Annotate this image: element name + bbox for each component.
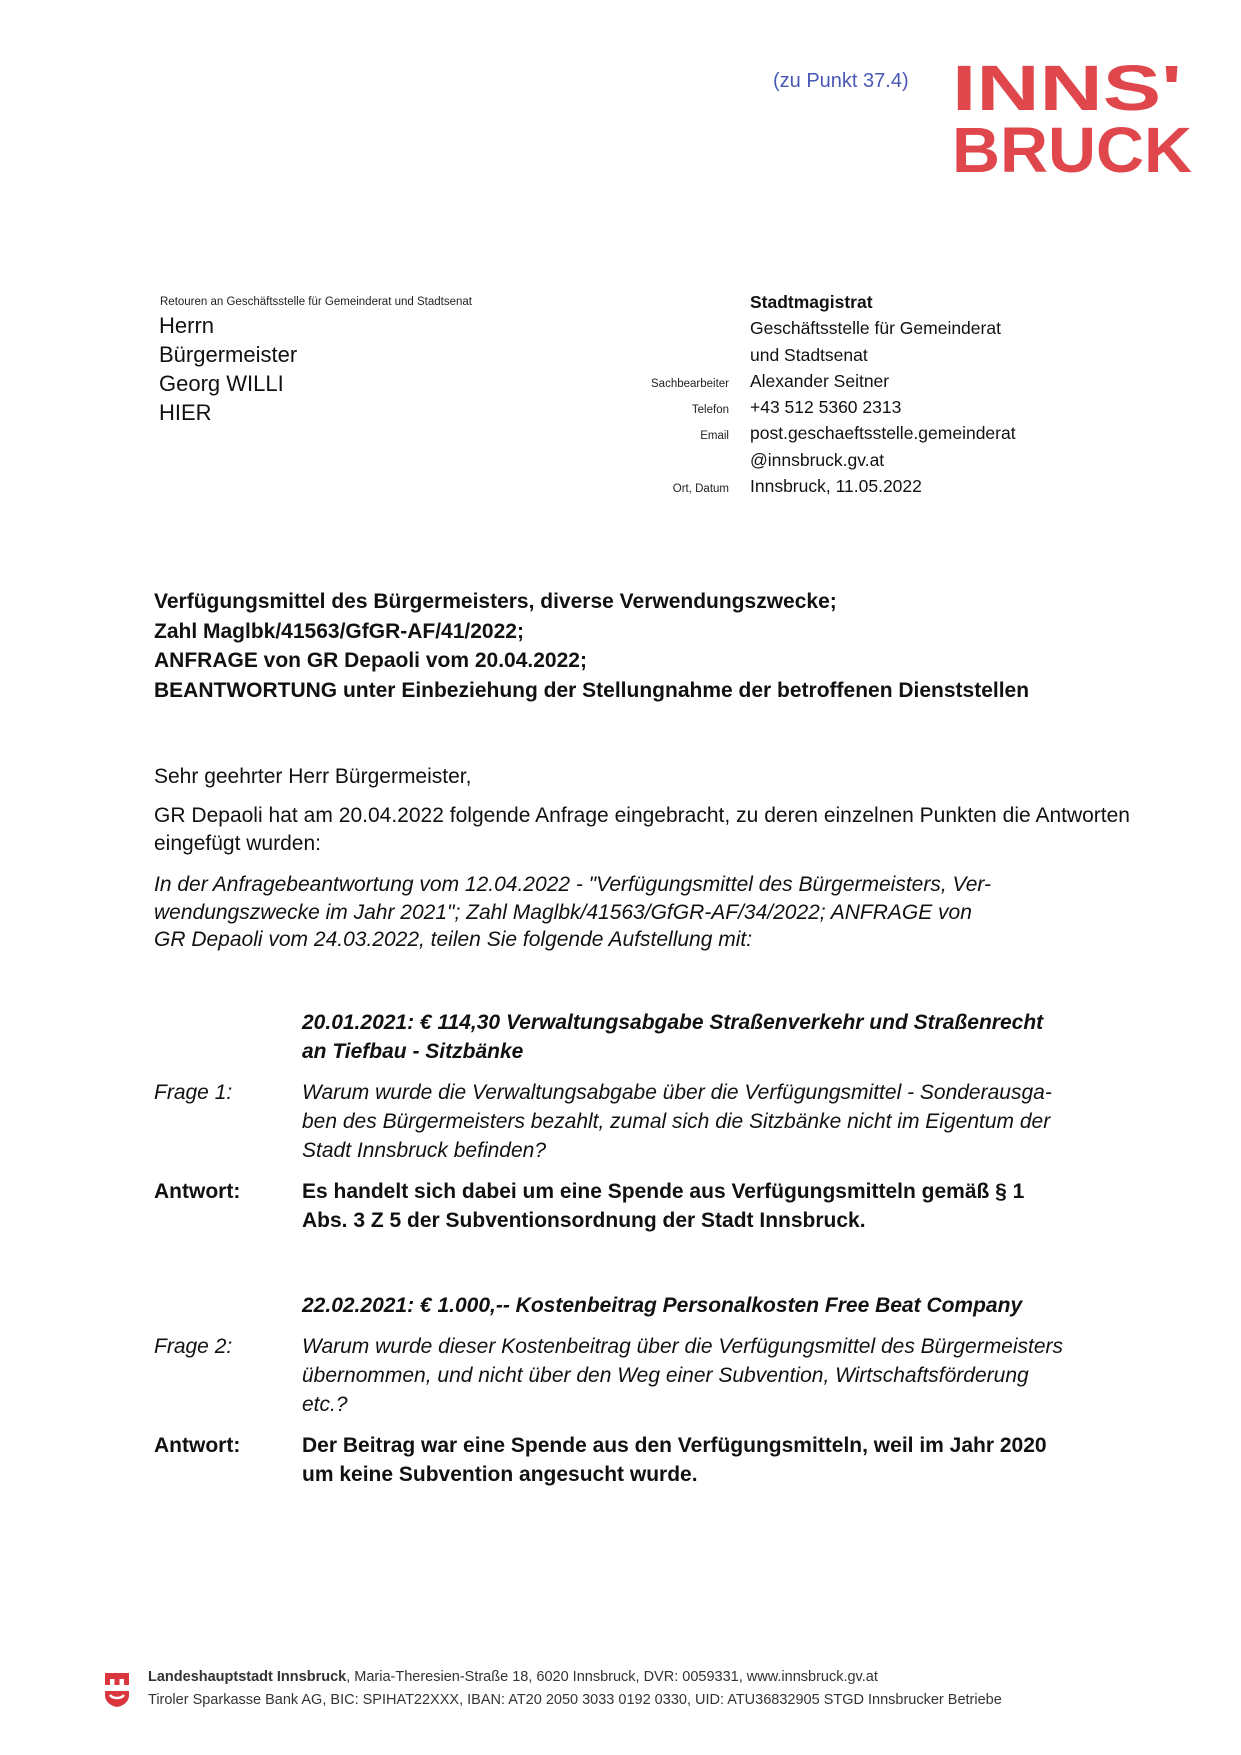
answer-line: Es handelt sich dabei um eine Spende aus Verfügungsmitteln gemäß § 1 <box>302 1180 1025 1203</box>
recipient-address <box>159 311 297 427</box>
recipient-line: Georg WILLI <box>159 371 284 396</box>
answer-line: um keine Subvention angesucht wurde. <box>302 1463 698 1486</box>
return-address-line: Retouren an Geschäftsstelle für Gemeinderat und Stadtsenat <box>160 296 472 308</box>
question-line: etc.? <box>302 1393 348 1416</box>
answer-line: Abs. 3 Z 5 der Subventionsordnung der Stadt Innsbruck. <box>302 1209 866 1232</box>
email-label: Email <box>700 430 729 443</box>
item-heading-line: 22.02.2021: € 1.000,-- Kostenbeitrag Personalkosten Free Beat Company <box>302 1294 1023 1317</box>
sender-dept-line: Geschäftsstelle für Gemeinderat <box>750 318 1001 339</box>
subject-line: Verfügungsmittel des Bürgermeisters, diverse Verwendungszwecke; <box>154 590 837 613</box>
question-line: ben des Bürgermeisters bezahlt, zumal sich die Sitzbänke nicht im Eigentum der <box>302 1110 1051 1133</box>
item-heading-line: 20.01.2021: € 114,30 Verwaltungsabgabe Straßenverkehr und Straßenrecht <box>302 1011 1044 1034</box>
sender-dept-line: und Stadtsenat <box>750 344 868 365</box>
question-text <box>302 1332 1142 1419</box>
logo-line-1: INNS' <box>952 58 1182 124</box>
intro-paragraph: GR Depaoli hat am 20.04.2022 folgende Anfrage eingebracht, zu deren einzelnen Punkten die Antworten eingefügt wurden: <box>154 804 1130 855</box>
logo-line-2: BRUCK <box>952 114 1192 176</box>
recipient-line: Bürgermeister <box>159 342 298 367</box>
qa-block-2 <box>154 1291 1144 1501</box>
question-line: Warum wurde dieser Kostenbeitrag über die Verfügungsmittel des Bürgermeisters <box>302 1335 1064 1358</box>
question-label: Frage 2: <box>154 1335 233 1358</box>
answer-label: Antwort: <box>154 1180 241 1203</box>
place-date-label: Ort, Datum <box>672 483 729 496</box>
phone-label: Telefon <box>691 404 729 417</box>
place-date: Innsbruck, 11.05.2022 <box>750 476 922 497</box>
email-address-continued: @innsbruck.gv.at <box>750 449 885 470</box>
item-heading <box>302 1008 1142 1066</box>
sender-block <box>620 292 1140 502</box>
answer-text <box>302 1177 1142 1235</box>
question-line: übernommen, und nicht über den Weg einer Subvention, Wirtschaftsförderung <box>302 1364 1029 1387</box>
quoted-request <box>154 871 1130 954</box>
footer-bank-line: Tiroler Sparkasse Bank AG, BIC: SPIHAT22XXX, IBAN: AT20 2050 3033 0192 0330, UID: ATU36832905 STGD Innsbrucker Betriebe <box>148 1692 1002 1708</box>
footer-city-name: Landeshauptstadt Innsbruck <box>148 1669 347 1685</box>
quote-line: GR Depaoli vom 24.03.2022, teilen Sie folgende Aufstellung mit: <box>154 928 753 951</box>
subject-line: Zahl Maglbk/41563/GfGR-AF/41/2022; <box>154 619 524 643</box>
phone-number: +43 512 5360 2313 <box>750 397 902 418</box>
question-text <box>302 1078 1142 1165</box>
subject-line: BEANTWORTUNG unter Einbeziehung der Stellungnahme der betroffenen Dienststellen <box>154 678 1030 702</box>
answer-label: Antwort: <box>154 1434 241 1457</box>
city-coat-of-arms-icon <box>103 1671 131 1709</box>
sender-office: Stadtmagistrat <box>750 292 873 312</box>
clerk-name: Alexander Seitner <box>750 370 890 391</box>
clerk-label: Sachbearbeiter <box>651 377 729 390</box>
quote-line: In der Anfragebeantwortung vom 12.04.2022 - "Verfügungsmittel des Bürgermeisters, Ver- <box>154 873 992 896</box>
quote-line: wendungszwecke im Jahr 2021"; Zahl Maglbk/41563/GfGR-AF/34/2022; ANFRAGE von <box>154 900 972 924</box>
item-heading-line: an Tiefbau - Sitzbänke <box>302 1040 524 1063</box>
subject-line: ANFRAGE von GR Depaoli vom 20.04.2022; <box>154 649 587 672</box>
innsbruck-logo <box>952 58 1192 176</box>
reference-note: (zu Punkt 37.4) <box>773 70 909 92</box>
recipient-line: HIER <box>159 400 212 425</box>
item-heading <box>302 1291 1142 1320</box>
salutation: Sehr geehrter Herr Bürgermeister, <box>154 765 472 788</box>
email-address: post.geschaeftsstelle.gemeinderat <box>750 423 1016 444</box>
qa-block-1 <box>154 1008 1144 1247</box>
answer-line: Der Beitrag war eine Spende aus den Verfügungsmitteln, weil im Jahr 2020 <box>302 1434 1047 1457</box>
question-label: Frage 1: <box>154 1081 233 1104</box>
question-line: Warum wurde die Verwaltungsabgabe über die Verfügungsmittel - Sonderausga- <box>302 1081 1052 1104</box>
subject-block <box>154 587 1029 705</box>
recipient-line: Herrn <box>159 313 215 338</box>
question-line: Stadt Innsbruck befinden? <box>302 1139 547 1162</box>
footer-address-line <box>148 1669 878 1685</box>
footer-address-details: , Maria-Theresien-Straße 18, 6020 Innsbruck, DVR: 0059331, www.innsbruck.gv.at <box>346 1669 878 1685</box>
answer-text <box>302 1431 1142 1489</box>
